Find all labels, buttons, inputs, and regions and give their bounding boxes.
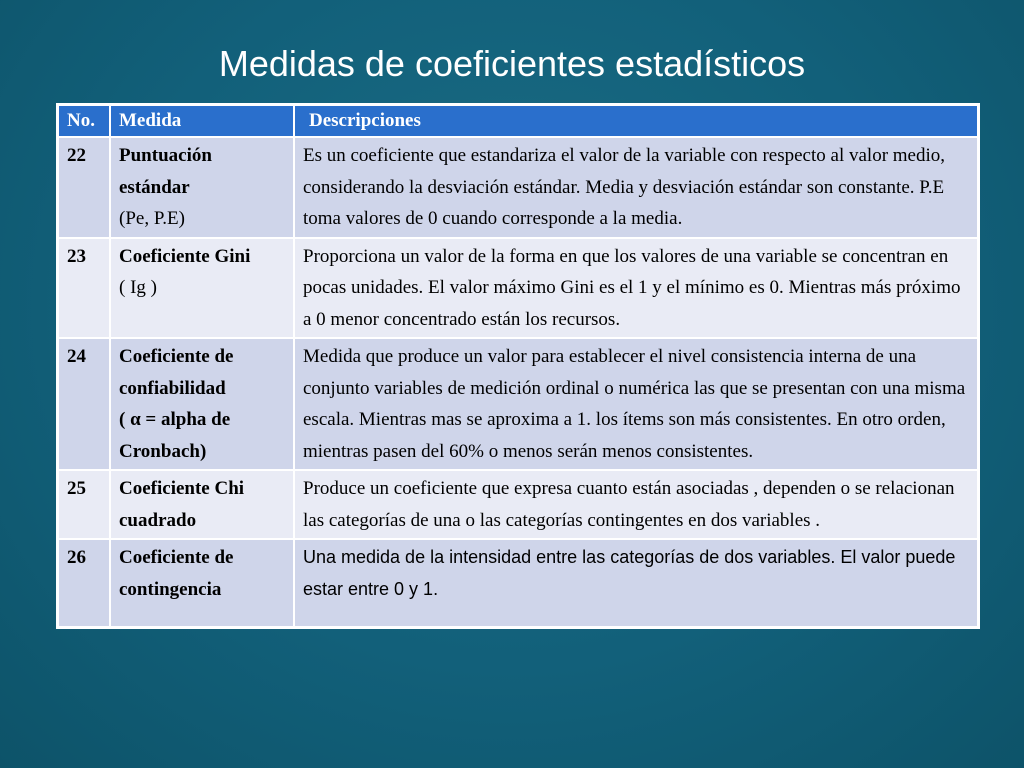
measure-name-line: contingencia	[119, 578, 222, 600]
table-row	[58, 470, 978, 539]
header-no: No.	[58, 105, 110, 137]
table-row	[58, 338, 978, 470]
table-header-row	[58, 105, 978, 137]
measure-name-line: estándar	[119, 176, 190, 198]
measure-abbreviation: (Pe, P.E)	[119, 208, 185, 229]
table-row	[58, 238, 978, 339]
row-number: 26	[58, 539, 110, 627]
measure-name-line: ( α = alpha de	[119, 409, 231, 430]
measure-name-line: Coeficiente de	[119, 346, 234, 367]
measure-name-line: Cronbach)	[119, 440, 207, 462]
coefficients-table-container	[56, 103, 980, 629]
slide-title: Medidas de coeficientes estadísticos	[218, 43, 806, 84]
header-medida: Medida	[110, 105, 294, 137]
measure-name	[110, 470, 294, 539]
table-row	[58, 137, 978, 238]
measure-name-line: Puntuación	[119, 145, 212, 166]
measure-description: Proporciona un valor de la forma en que los valores de una variable se concentran en pocas unidades. El valor máximo Gini es el 1 y el mínimo es 0. Mientras más próximo a 0 menor concentrado están los recursos.	[294, 238, 978, 339]
measure-description: Medida que produce un valor para establecer el nivel consistencia interna de una conjunto variables de medición ordinal o numérica las que se presentan con una misma escala. Mientras mas se aproxima a 1. los ítems son más consistentes. En otro orden, mientras pasen del 60% o menos serán menos consistentes.	[294, 338, 978, 470]
measure-name-line: Coeficiente Gini	[119, 245, 251, 267]
measure-name	[110, 338, 294, 470]
measure-name-line: Coeficiente de	[119, 547, 234, 568]
row-number: 22	[58, 137, 110, 238]
row-number: 25	[58, 470, 110, 539]
measure-name-line: Coeficiente Chi	[119, 478, 245, 499]
measure-description: Una medida de la intensidad entre las categorías de dos variables. El valor puede estar entre 0 y 1.	[294, 539, 978, 627]
measure-abbreviation: ( Ig )	[119, 277, 157, 298]
row-number: 23	[58, 238, 110, 339]
coefficients-table	[57, 104, 979, 628]
measure-description: Produce un coeficiente que expresa cuanto están asociadas , dependen o se relacionan las categorías de una o las categorías contingentes en dos variables .	[294, 470, 978, 539]
table-row	[58, 539, 978, 627]
measure-name	[110, 539, 294, 627]
measure-name	[110, 137, 294, 238]
measure-description: Es un coeficiente que estandariza el valor de la variable con respecto al valor medio, considerando la desviación estándar. Media y desviación estándar son constante. P.E toma valores de 0 cuando corresponde a la media.	[294, 137, 978, 238]
measure-name-line: confiabilidad	[119, 377, 226, 399]
measure-name-line: cuadrado	[119, 509, 197, 531]
header-descripciones: Descripciones	[294, 105, 978, 137]
measure-name	[110, 238, 294, 339]
row-number: 24	[58, 338, 110, 470]
